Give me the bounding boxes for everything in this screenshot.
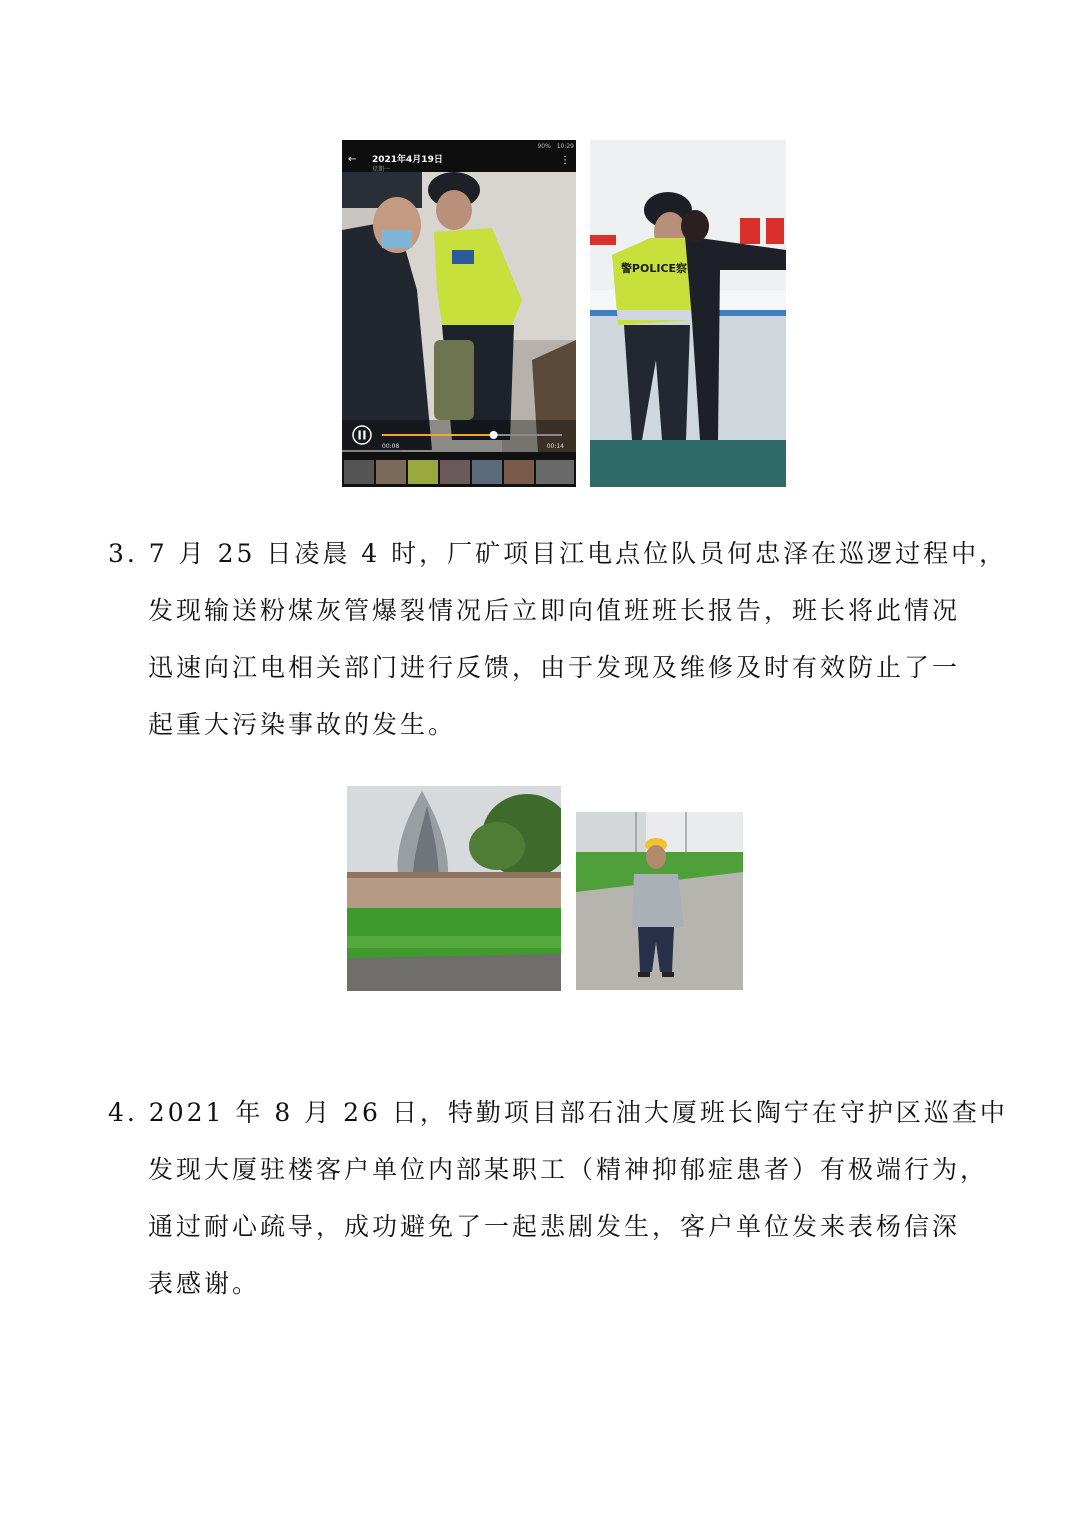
item-3-line: 3. 7 月 25 日凌晨 4 时，厂矿项目江电点位队员何忠泽在巡逻过程中， xyxy=(108,539,1008,568)
video-weekday: 星期一 xyxy=(372,166,391,173)
thumbnail-strip[interactable] xyxy=(344,460,574,484)
status-battery: 90% xyxy=(537,143,551,150)
item-4-line: 4. 2021 年 8 月 26 日，特勤项目部石油大厦班长陶宁在守护区巡查中 xyxy=(108,1098,1008,1127)
item-4-line: 通过耐心疏导，成功避免了一起悲剧发生，客户单位发来表杨信深 xyxy=(148,1212,961,1241)
vest-police-label: 警POLICE察 xyxy=(620,262,688,275)
playback-progress-bar[interactable] xyxy=(382,434,494,436)
playback-scrubber[interactable] xyxy=(490,431,498,439)
police-station-photo xyxy=(590,140,786,487)
phone-video-screenshot xyxy=(342,140,576,487)
back-arrow-icon[interactable]: ← xyxy=(348,154,357,165)
worker-portrait-photo xyxy=(576,812,743,990)
item-3-line: 发现输送粉煤灰管爆裂情况后立即向值班班长报告，班长将此情况 xyxy=(148,596,961,625)
time-elapsed: 00:08 xyxy=(382,443,400,450)
item-3-line: 起重大污染事故的发生。 xyxy=(148,710,457,739)
more-menu-icon[interactable]: ⋮ xyxy=(560,155,570,166)
item-4-line: 表感谢。 xyxy=(148,1269,261,1298)
item-4-line: 发现大厦驻楼客户单位内部某职工（精神抑郁症患者）有极端行为， xyxy=(148,1155,989,1184)
item-3-line: 迅速向江电相关部门进行反馈，由于发现及维修及时有效防止了一 xyxy=(148,653,961,682)
burst-pipe-photo xyxy=(347,786,561,991)
video-date-title: 2021年4月19日 xyxy=(372,155,443,165)
status-time: 10:29 xyxy=(556,143,574,150)
svg-text:90% 10:29 xyxy=(537,143,574,150)
item-3-paragraph xyxy=(108,525,1008,753)
item-4-paragraph xyxy=(108,1084,1008,1312)
time-total: 00:14 xyxy=(546,443,564,450)
